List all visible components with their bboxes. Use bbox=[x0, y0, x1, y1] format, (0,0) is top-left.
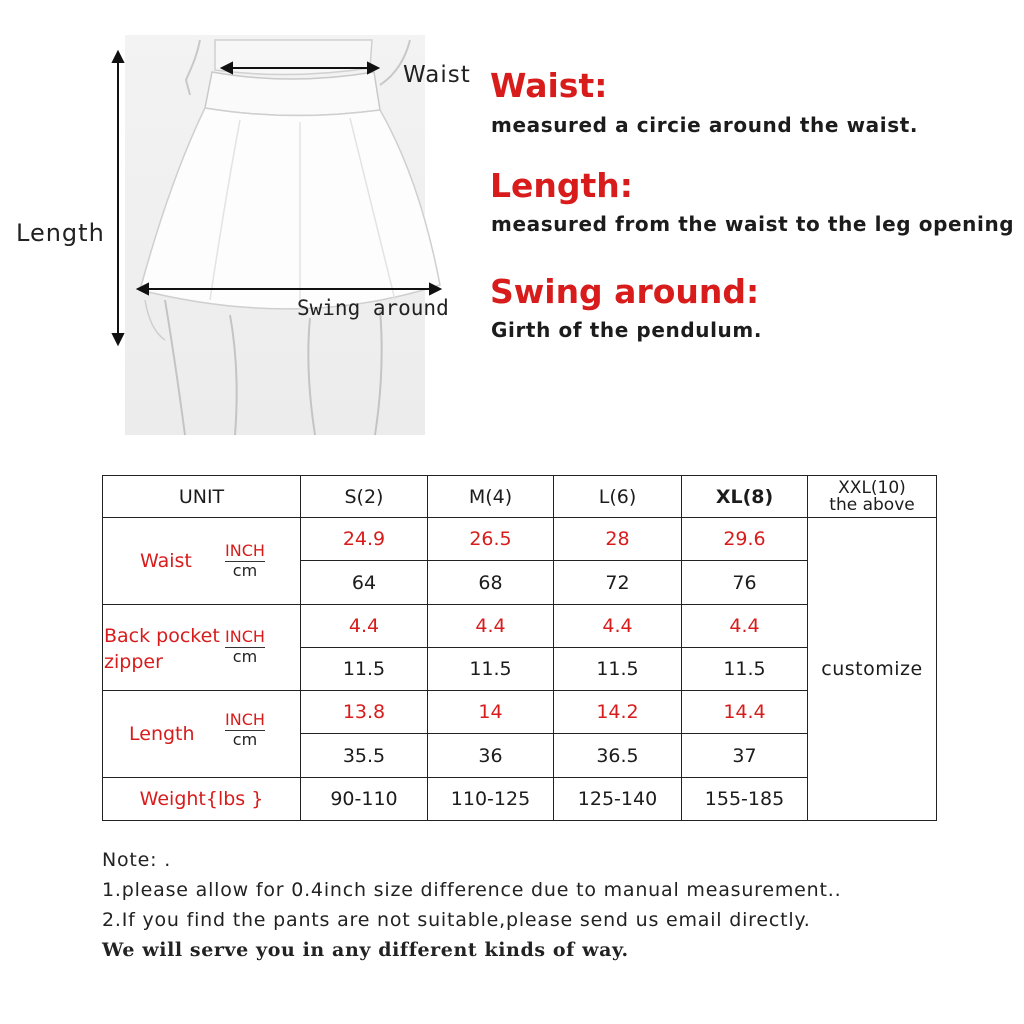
pocket-inch-l: 4.4 bbox=[554, 604, 682, 647]
table-header-row bbox=[103, 476, 937, 518]
waist-row-label bbox=[103, 518, 301, 605]
length-definition-text: measured from the waist to the leg opening bbox=[491, 212, 1015, 236]
unit-inch: INCH bbox=[225, 627, 265, 647]
size-header-l: L(6) bbox=[554, 476, 682, 518]
pocket-cm-l: 11.5 bbox=[554, 647, 682, 690]
waist-cm-xl: 76 bbox=[682, 561, 808, 604]
unit-cm: cm bbox=[232, 729, 258, 749]
unit-cm: cm bbox=[232, 647, 258, 667]
length-inch-xl: 14.4 bbox=[682, 691, 808, 734]
pocket-inch-xl: 4.4 bbox=[682, 604, 808, 647]
size-header-xxl bbox=[808, 476, 937, 518]
waist-row-name: Waist bbox=[140, 549, 192, 572]
waist-definition-title: Waist: bbox=[490, 66, 608, 105]
length-inch-m: 14 bbox=[428, 691, 554, 734]
waist-definition-text: measured a circie around the waist. bbox=[491, 113, 919, 137]
length-row-label bbox=[103, 691, 301, 778]
length-inch-l: 14.2 bbox=[554, 691, 682, 734]
unit-cm: cm bbox=[232, 560, 258, 580]
length-cm-s: 35.5 bbox=[301, 734, 428, 777]
xxl-label: XXL(10) bbox=[838, 477, 906, 498]
length-definition-title: Length: bbox=[490, 166, 633, 205]
weight-l: 125-140 bbox=[554, 777, 682, 820]
size-header-xl: XL(8) bbox=[682, 476, 808, 518]
note-heading: Note: . bbox=[102, 849, 172, 871]
skirt-illustration bbox=[0, 0, 490, 440]
pocket-row-name-line2: zipper bbox=[104, 651, 163, 674]
waist-figure-label: Waist bbox=[403, 62, 471, 88]
weight-s: 90-110 bbox=[301, 777, 428, 820]
length-figure-label: Length bbox=[16, 219, 105, 247]
waist-inch-s: 24.9 bbox=[301, 518, 428, 561]
unit-stack bbox=[221, 628, 269, 665]
pocket-row-label bbox=[103, 604, 301, 691]
length-arrow bbox=[113, 52, 123, 344]
waist-cm-m: 68 bbox=[428, 561, 554, 604]
unit-stack bbox=[221, 542, 269, 579]
customize-cell: customize bbox=[808, 518, 937, 821]
unit-stack bbox=[221, 711, 269, 748]
note-line-3: We will serve you in any different kinds of way. bbox=[102, 939, 629, 961]
note-line-2: 2.If you find the pants are not suitable,please send us email directly. bbox=[102, 909, 811, 931]
pocket-cm-xl: 11.5 bbox=[682, 647, 808, 690]
waist-inch-m: 26.5 bbox=[428, 518, 554, 561]
waist-inch-l: 28 bbox=[554, 518, 682, 561]
table-row bbox=[103, 518, 937, 561]
xxl-sublabel: the above bbox=[829, 494, 915, 515]
swing-figure-label: Swing around bbox=[297, 296, 449, 320]
weight-xl: 155-185 bbox=[682, 777, 808, 820]
weight-m: 110-125 bbox=[428, 777, 554, 820]
swing-definition-title: Swing around: bbox=[490, 272, 760, 311]
waist-cm-s: 64 bbox=[301, 561, 428, 604]
unit-header: UNIT bbox=[103, 476, 301, 518]
length-cm-l: 36.5 bbox=[554, 734, 682, 777]
pocket-row-name-line1: Back pocket bbox=[104, 625, 220, 648]
waist-cm-l: 72 bbox=[554, 561, 682, 604]
length-inch-s: 13.8 bbox=[301, 691, 428, 734]
size-chart-table bbox=[102, 475, 937, 821]
unit-inch: INCH bbox=[225, 540, 265, 560]
waist-inch-xl: 29.6 bbox=[682, 518, 808, 561]
pocket-inch-m: 4.4 bbox=[428, 604, 554, 647]
size-header-m: M(4) bbox=[428, 476, 554, 518]
pocket-cm-s: 11.5 bbox=[301, 647, 428, 690]
length-cm-xl: 37 bbox=[682, 734, 808, 777]
note-line-1: 1.please allow for 0.4inch size difference due to manual measurement.. bbox=[102, 879, 842, 901]
length-row-name: Length bbox=[129, 722, 195, 745]
pocket-inch-s: 4.4 bbox=[301, 604, 428, 647]
weight-row-label: Weight{lbs } bbox=[103, 777, 301, 820]
length-cm-m: 36 bbox=[428, 734, 554, 777]
swing-definition-text: Girth of the pendulum. bbox=[491, 318, 763, 342]
size-header-s: S(2) bbox=[301, 476, 428, 518]
unit-inch: INCH bbox=[225, 709, 265, 729]
pocket-cm-m: 11.5 bbox=[428, 647, 554, 690]
